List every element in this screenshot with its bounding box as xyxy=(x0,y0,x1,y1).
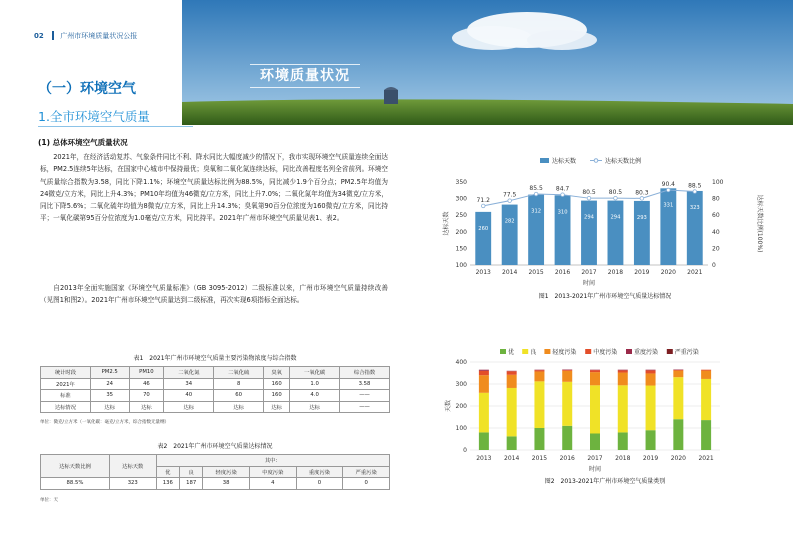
stacked-bar-segment xyxy=(590,370,600,372)
y-tick-label: 200 xyxy=(455,403,467,410)
stacked-bar-segment xyxy=(562,371,572,382)
x-tick-label: 2015 xyxy=(528,269,544,276)
table-cell: 35 xyxy=(90,390,129,402)
stacked-bar-segment xyxy=(701,420,711,450)
sub-subsection-heading: (1) 总体环境空气质量状况 xyxy=(38,138,128,147)
legend-swatch xyxy=(500,349,506,354)
table-cell: 达标 xyxy=(164,401,214,413)
table1-caption: 表1 2021年广州市环境空气质量主要污染物浓度与综合指数 xyxy=(133,355,297,362)
line-value-label: 90.4 xyxy=(661,180,676,188)
table2-header: 轻度污染 xyxy=(203,466,250,478)
stacked-bar-segment xyxy=(701,370,711,371)
legend-swatch xyxy=(585,349,591,354)
y2-tick-label: 100 xyxy=(712,179,724,186)
table1-header: PM2.5 xyxy=(90,367,129,379)
line-point xyxy=(481,204,485,208)
legend-label: 优 xyxy=(508,349,515,356)
line-value-label: 80.3 xyxy=(635,189,649,197)
stacked-bar-segment xyxy=(673,371,683,378)
table1-note: 单位：微克/立方米（一氧化碳：毫克/立方米，综合指数无量纲） xyxy=(40,420,170,425)
x-tick-label: 2014 xyxy=(502,269,518,276)
banner-title: 环境质量状况 xyxy=(250,64,360,88)
legend-swatch xyxy=(544,349,550,354)
legend-swatch-bar xyxy=(540,158,549,163)
y-tick-label: 100 xyxy=(455,425,467,432)
y-tick-label: 400 xyxy=(455,359,467,366)
table-cell: —— xyxy=(340,401,390,413)
stacked-bar-segment xyxy=(618,385,628,432)
table-cell: 46 xyxy=(129,378,164,390)
x-axis-label: 时间 xyxy=(582,280,596,287)
y-tick-label: 300 xyxy=(455,195,467,203)
bar xyxy=(475,212,491,265)
stacked-bar-segment xyxy=(701,371,711,379)
table-cell: 4.0 xyxy=(290,390,340,402)
stacked-bar-segment xyxy=(646,370,656,371)
chart1-caption: 图1 2013-2021年广州市环境空气质量达标情况 xyxy=(538,293,672,300)
stacked-bar-segment xyxy=(534,381,544,428)
x-tick-label: 2020 xyxy=(660,269,676,276)
stacked-bar-segment xyxy=(479,375,489,393)
bar xyxy=(555,195,571,265)
table2-header: 达标天数比例 xyxy=(41,455,110,478)
table2-header: 优 xyxy=(156,466,179,478)
x-tick-label: 2017 xyxy=(587,455,603,462)
stacked-bar-segment xyxy=(479,432,489,450)
y2-tick-label: 20 xyxy=(712,245,720,253)
line-point xyxy=(508,199,512,203)
table-cell: 0 xyxy=(343,478,390,490)
stacked-bar-segment xyxy=(646,430,656,450)
table1-header: 综合指数 xyxy=(340,367,390,379)
stacked-bar-segment xyxy=(534,428,544,450)
bar-value-label: 294 xyxy=(584,214,594,221)
line-value-label: 88.5 xyxy=(688,182,702,190)
line-value-label: 80.5 xyxy=(582,189,596,197)
table-cell: 70 xyxy=(129,390,164,402)
bar xyxy=(608,201,624,265)
stacked-bar-segment xyxy=(562,382,572,426)
legend-label: 重度污染 xyxy=(634,349,659,356)
x-tick-label: 2018 xyxy=(607,269,624,276)
line-value-label: 84.7 xyxy=(555,185,570,193)
table1-header: PM10 xyxy=(129,367,164,379)
table-row xyxy=(41,478,390,490)
line-point xyxy=(640,197,644,201)
page-header xyxy=(34,31,137,41)
table-cell: 3.58 xyxy=(340,378,390,390)
table2-header-row xyxy=(41,455,390,467)
legend-marker xyxy=(594,159,598,163)
table2-header: 中度污染 xyxy=(249,466,296,478)
y2-axis-label: 达标天数比例(100%) xyxy=(756,194,763,253)
bar-value-label: 323 xyxy=(689,204,700,211)
x-tick-label: 2017 xyxy=(581,269,597,276)
section-heading: （一）环境空气 xyxy=(38,81,136,97)
table-cell: 达标 xyxy=(129,401,164,413)
table1-header: 二氧化氮 xyxy=(164,367,214,379)
bar xyxy=(687,191,703,265)
bar-value-label: 331 xyxy=(663,202,674,209)
x-axis-label: 时间 xyxy=(588,466,602,473)
stacked-bar-segment xyxy=(590,372,600,385)
stacked-bar-segment xyxy=(646,373,656,385)
x-tick-label: 2016 xyxy=(559,455,575,462)
legend-swatch xyxy=(626,349,632,354)
table-cell: 60 xyxy=(214,390,264,402)
x-tick-label: 2015 xyxy=(531,455,548,462)
legend-label: 达标天数 xyxy=(552,158,577,165)
table2-caption: 表2 2021年广州市环境空气质量达标情况 xyxy=(157,443,273,450)
table-cell: 323 xyxy=(109,478,156,490)
table-cell: 8 xyxy=(214,378,264,390)
paragraph-2: 自2013年全面实施国家《环境空气质量标准》（GB 3095-2012）二级标准以来，广州市环境空气质量持续改善（见图1和图2）。2021年广州市环境空气质量达到二级标准，再次实现6项指标全面达标。 xyxy=(40,284,388,305)
x-tick-label: 2019 xyxy=(642,455,659,462)
heading-underline xyxy=(38,126,193,127)
line-point xyxy=(587,196,591,200)
stacked-bar-segment xyxy=(562,426,572,450)
table2-header: 达标天数 xyxy=(109,455,156,478)
table-row xyxy=(41,378,390,390)
table-cell: 达标 xyxy=(290,401,340,413)
paragraph-1: 2021年，在经济活动复苏、气象条件同比不利、降水同比大幅度减少的情况下，我市实现环境空气质量连续全面达标，PM2.5连续5年达标，在国家中心城市中保持最优；臭氧和二氧化氮连续达标，同比改善程度名列全省前列。环境空气质量综合指数为3.58，同比下降1.1%；环境空气质量达标比例为88.5%，同比减少1.9个百分点；PM2.5年均值为24微克/立方米，同比上升4.3%；PM10年均值为46微克/立方米，同比上升7.0%；二氧化氮年均值为34微克/立方米，同比下降5.6%；二氧化硫年均值为8微克/立方米，同比上升14.3%；臭氧第90百分位浓度为160微克/立方米，同比持平；一氧化碳第95百分位浓度为1.0毫克/立方米，同比持平。2021年广州市环境空气质量见表1、表2。 xyxy=(40,153,388,223)
bar-value-label: 310 xyxy=(557,209,568,216)
line-value-label: 80.5 xyxy=(608,189,623,197)
table2 xyxy=(40,454,390,490)
legend-label: 轻度污染 xyxy=(552,349,577,356)
y-tick-label: 350 xyxy=(455,179,467,186)
legend-label: 良 xyxy=(530,349,537,356)
y-tick-label: 150 xyxy=(455,245,467,253)
x-tick-label: 2018 xyxy=(615,455,631,462)
table2-header: 重度污染 xyxy=(296,466,343,478)
legend-label: 中度污染 xyxy=(593,349,618,356)
y-tick-label: 100 xyxy=(455,262,467,269)
stacked-bar-segment xyxy=(479,393,489,433)
table2-header: 严重污染 xyxy=(343,466,390,478)
table-cell: 2021年 xyxy=(41,378,91,390)
x-tick-label: 2013 xyxy=(476,455,492,462)
stacked-bar-segment xyxy=(479,370,489,371)
stacked-bar-segment xyxy=(534,370,544,371)
banner-image xyxy=(182,0,793,125)
x-tick-label: 2020 xyxy=(670,455,686,462)
table-cell: 24 xyxy=(90,378,129,390)
y-tick-label: 0 xyxy=(463,447,467,454)
page-number: 02 xyxy=(34,32,44,40)
legend-swatch xyxy=(522,349,528,354)
table-cell: 达标 xyxy=(214,401,264,413)
header-divider xyxy=(52,31,54,40)
bar-value-label: 294 xyxy=(610,214,621,221)
bar xyxy=(581,201,597,265)
x-tick-label: 2014 xyxy=(504,455,520,462)
table-cell: 40 xyxy=(164,390,214,402)
table-cell: 38 xyxy=(203,478,250,490)
table-row xyxy=(41,401,390,413)
line-point xyxy=(667,188,671,192)
line-value-label: 71.2 xyxy=(476,196,490,204)
bar-value-label: 293 xyxy=(636,214,647,221)
chart-compliance-days xyxy=(440,150,770,300)
bar xyxy=(634,201,650,265)
subsection-heading: 1.全市环境空气质量 xyxy=(38,109,150,124)
stacked-bar-segment xyxy=(673,370,683,371)
table1-header: 臭氧 xyxy=(264,367,290,379)
bar xyxy=(502,205,518,265)
stacked-bar-segment xyxy=(479,371,489,375)
stacked-bar-segment xyxy=(618,432,628,450)
bar-value-label: 312 xyxy=(531,208,542,215)
stacked-bar-segment xyxy=(646,386,656,431)
stacked-bar-segment xyxy=(590,385,600,433)
y-tick-label: 300 xyxy=(455,381,467,388)
stacked-bar-segment xyxy=(507,371,517,375)
table-cell: 136 xyxy=(156,478,179,490)
table-cell: 标准 xyxy=(41,390,91,402)
table-cell: 1.0 xyxy=(290,378,340,390)
table-cell: 187 xyxy=(179,478,202,490)
table-cell: 0 xyxy=(296,478,343,490)
bar-value-label: 260 xyxy=(478,225,489,232)
line-point xyxy=(534,192,538,196)
x-tick-label: 2021 xyxy=(698,455,714,462)
y2-tick-label: 80 xyxy=(712,195,720,203)
bar xyxy=(660,188,676,265)
table-cell: 达标 xyxy=(264,401,290,413)
stacked-bar-segment xyxy=(618,373,628,386)
x-tick-label: 2021 xyxy=(687,269,703,276)
chart2-caption: 图2 2013-2021年广州市环境空气质量类别 xyxy=(544,478,666,485)
stacked-bar-segment xyxy=(618,370,628,372)
bar-value-label: 282 xyxy=(504,218,515,225)
legend-label: 严重污染 xyxy=(674,349,699,356)
stacked-bar-segment xyxy=(618,370,628,371)
table1-header-row xyxy=(41,367,390,379)
stacked-bar-segment xyxy=(673,419,683,450)
y2-tick-label: 60 xyxy=(712,212,720,220)
legend-label: 达标天数比例 xyxy=(605,158,642,165)
table-row xyxy=(41,390,390,402)
stacked-bar-segment xyxy=(701,379,711,420)
table-cell: 达标情况 xyxy=(41,401,91,413)
stacked-bar-segment xyxy=(507,388,517,436)
table1-header: 一氧化碳 xyxy=(290,367,340,379)
table1 xyxy=(40,366,390,413)
line-point xyxy=(614,196,618,200)
stacked-bar-segment xyxy=(673,377,683,419)
table1-header: 二氧化硫 xyxy=(214,367,264,379)
stacked-bar-segment xyxy=(646,370,656,373)
table2-header: 良 xyxy=(179,466,202,478)
header-title: 广州市环境质量状况公报 xyxy=(60,32,138,40)
stacked-bar-segment xyxy=(590,434,600,451)
table-cell: 88.5% xyxy=(41,478,110,490)
table2-note: 单位：天 xyxy=(40,498,58,503)
x-tick-label: 2019 xyxy=(634,269,650,276)
line-value-label: 77.5 xyxy=(502,191,517,199)
stacked-bar-segment xyxy=(562,370,572,371)
line-value-label: 85.5 xyxy=(529,185,543,193)
table1-header: 统计时段 xyxy=(41,367,91,379)
x-tick-label: 2016 xyxy=(554,269,571,276)
bar xyxy=(528,195,544,265)
table2-header-group: 其中： xyxy=(156,455,389,467)
table-cell: 4 xyxy=(249,478,296,490)
stacked-bar-segment xyxy=(507,436,517,450)
chart-aq-categories xyxy=(440,344,770,494)
legend-swatch xyxy=(667,349,673,354)
stacked-bar-segment xyxy=(534,371,544,381)
line-point xyxy=(561,193,565,197)
table-cell: 达标 xyxy=(90,401,129,413)
y-axis-label: 达标天数 xyxy=(443,211,450,236)
table-cell: 160 xyxy=(264,378,290,390)
stacked-bar-segment xyxy=(507,375,517,388)
table-cell: 34 xyxy=(164,378,214,390)
y-tick-label: 250 xyxy=(455,212,467,220)
y2-tick-label: 0 xyxy=(712,262,716,269)
x-tick-label: 2013 xyxy=(475,269,491,276)
table-cell: —— xyxy=(340,390,390,402)
y2-tick-label: 40 xyxy=(712,228,720,236)
y-axis-label: 天数 xyxy=(445,399,452,413)
table-cell: 160 xyxy=(264,390,290,402)
line-point xyxy=(693,190,697,194)
y-tick-label: 200 xyxy=(455,228,467,236)
